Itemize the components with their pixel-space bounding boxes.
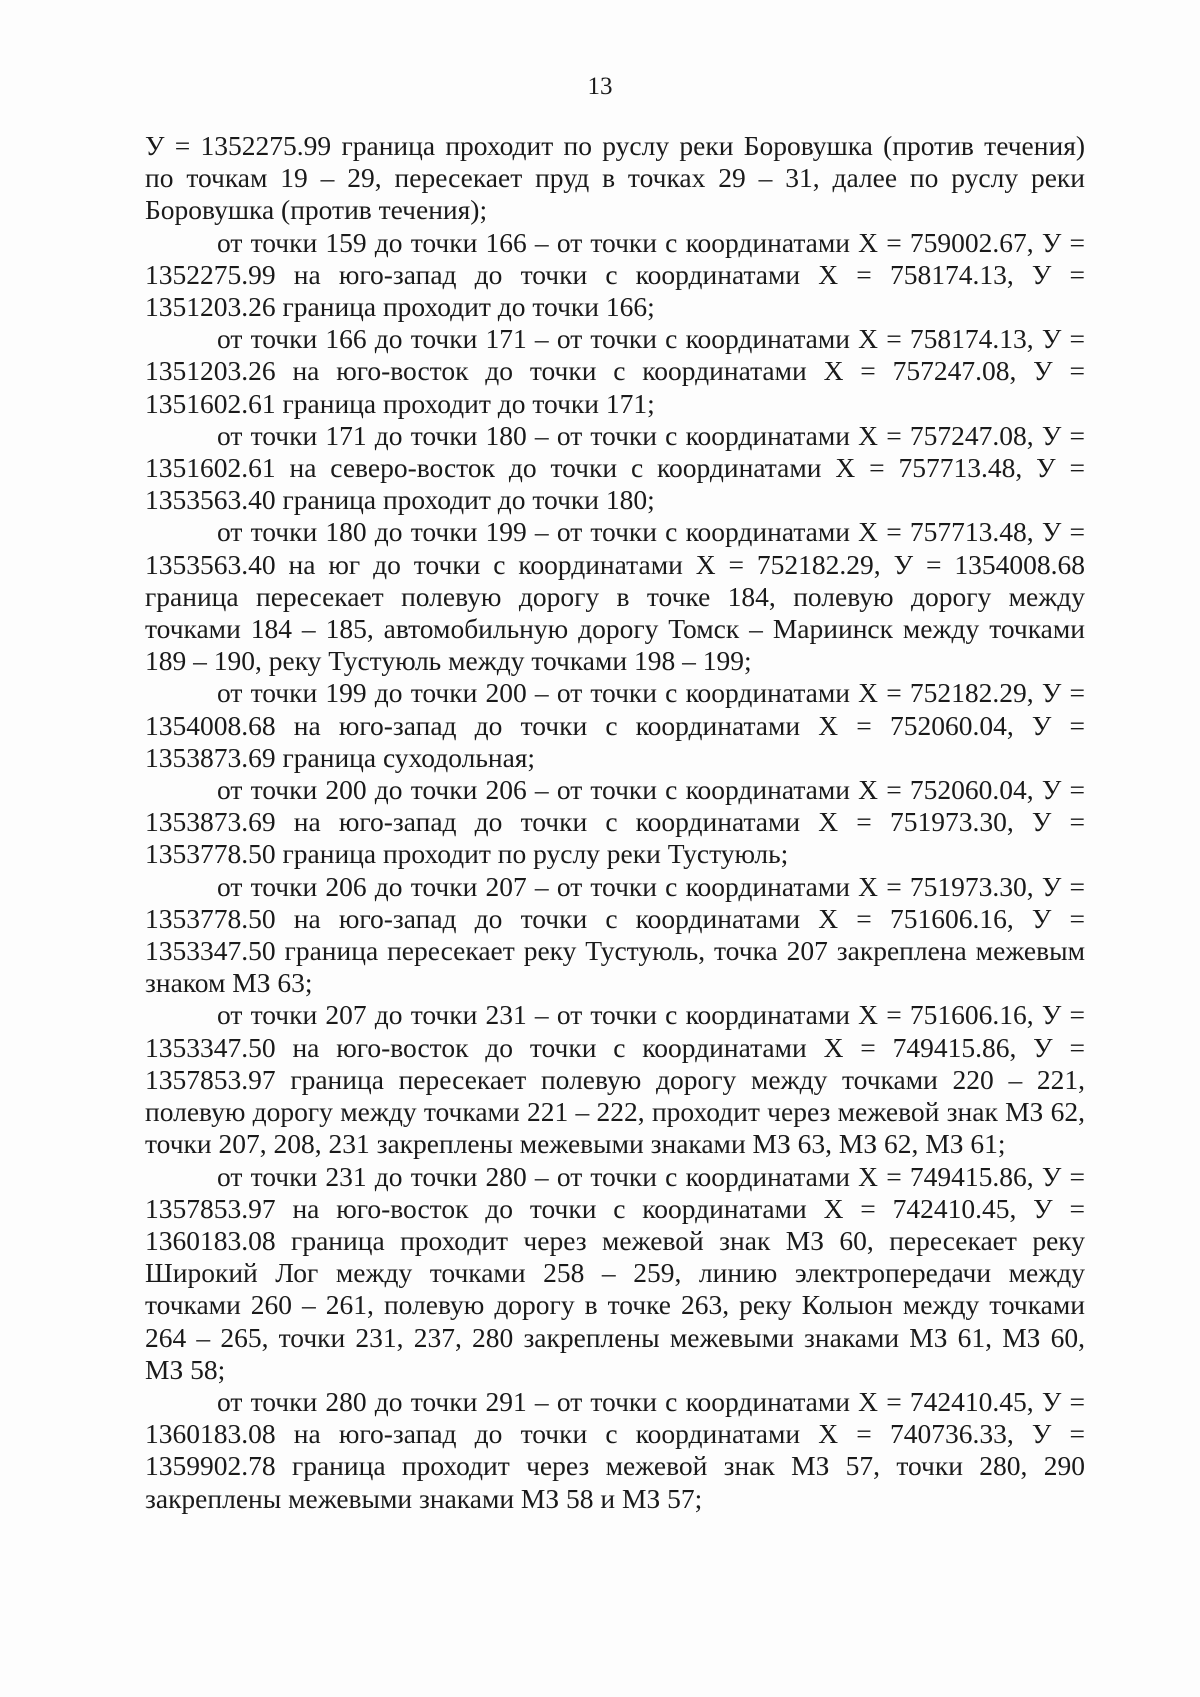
paragraph: от точки 199 до точки 200 – от точки с координатами Х = 752182.29, У = 1354008.68 на юго-запад до точки с координатами Х = 752060.04, У = 1353873.69 граница суходольная;	[145, 677, 1085, 773]
paragraph: от точки 159 до точки 166 – от точки с координатами Х = 759002.67, У = 1352275.99 на юго-запад до точки с координатами Х = 758174.13, У = 1351203.26 граница проходит до точки 166;	[145, 226, 1085, 323]
paragraph: У = 1352275.99 граница проходит по руслу реки Боровушка (против течения) по точкам 19 – 29, пересекает пруд в точках 29 – 31, далее по руслу реки Боровушка (против течения);	[145, 130, 1085, 226]
paragraph: от точки 231 до точки 280 – от точки с координатами Х = 749415.86, У = 1357853.97 на юго-восток до точки с координатами Х = 742410.45, У = 1360183.08 граница проходит через межевой знак МЗ 60, пересекает реку Широкий Лог между точками 258 – 259, линию электропередачи между точками 260 – 261, полевую дорогу в точке 263, реку Колыон между точками 264 – 265, точки 231, 237, 280 закреплены межевыми знаками МЗ 61, МЗ 60, МЗ 58;	[145, 1160, 1085, 1385]
paragraph: от точки 207 до точки 231 – от точки с координатами Х = 751606.16, У = 1353347.50 на юго-восток до точки с координатами Х = 749415.86, У = 1357853.97 граница пересекает полевую дорогу между точками 220 – 221, полевую дорогу между точками 221 – 222, проходит через межевой знак МЗ 62, точки 207, 208, 231 закреплены межевыми знаками МЗ 63, МЗ 62, МЗ 61;	[145, 999, 1085, 1160]
paragraph: от точки 180 до точки 199 – от точки с координатами Х = 757713.48, У = 1353563.40 на юг до точки с координатами Х = 752182.29, У = 1354008.68 граница пересекает полевую дорогу в точке 184, полевую дорогу между точками 184 – 185, автомобильную дорогу Томск – Мариинск между точками 189 – 190, реку Тустуюль между точками 198 – 199;	[145, 516, 1085, 677]
page-number: 13	[587, 73, 613, 100]
paragraph: от точки 166 до точки 171 – от точки с координатами Х = 758174.13, У = 1351203.26 на юго-восток до точки с координатами Х = 757247.08, У = 1351602.61 граница проходит до точки 171;	[145, 323, 1085, 419]
paragraph: от точки 280 до точки 291 – от точки с координатами Х = 742410.45, У = 1360183.08 на юго-запад до точки с координатами Х = 740736.33, У = 1359902.78 граница проходит через межевой знак МЗ 57, точки 280, 290 закреплены межевыми знаками МЗ 58 и МЗ 57;	[145, 1385, 1085, 1514]
paragraph: от точки 171 до точки 180 – от точки с координатами Х = 757247.08, У = 1351602.61 на северо-восток до точки с координатами Х = 757713.48, У = 1353563.40 граница проходит до точки 180;	[145, 419, 1085, 516]
document-body	[145, 130, 1085, 1515]
paragraph: от точки 200 до точки 206 – от точки с координатами Х = 752060.04, У = 1353873.69 на юго-запад до точки с координатами Х = 751973.30, У = 1353778.50 граница проходит по руслу реки Тустуюль;	[145, 774, 1085, 870]
paragraph: от точки 206 до точки 207 – от точки с координатами Х = 751973.30, У = 1353778.50 на юго-запад до точки с координатами Х = 751606.16, У = 1353347.50 граница пересекает реку Тустуюль, точка 207 закреплена межевым знаком МЗ 63;	[145, 870, 1085, 999]
